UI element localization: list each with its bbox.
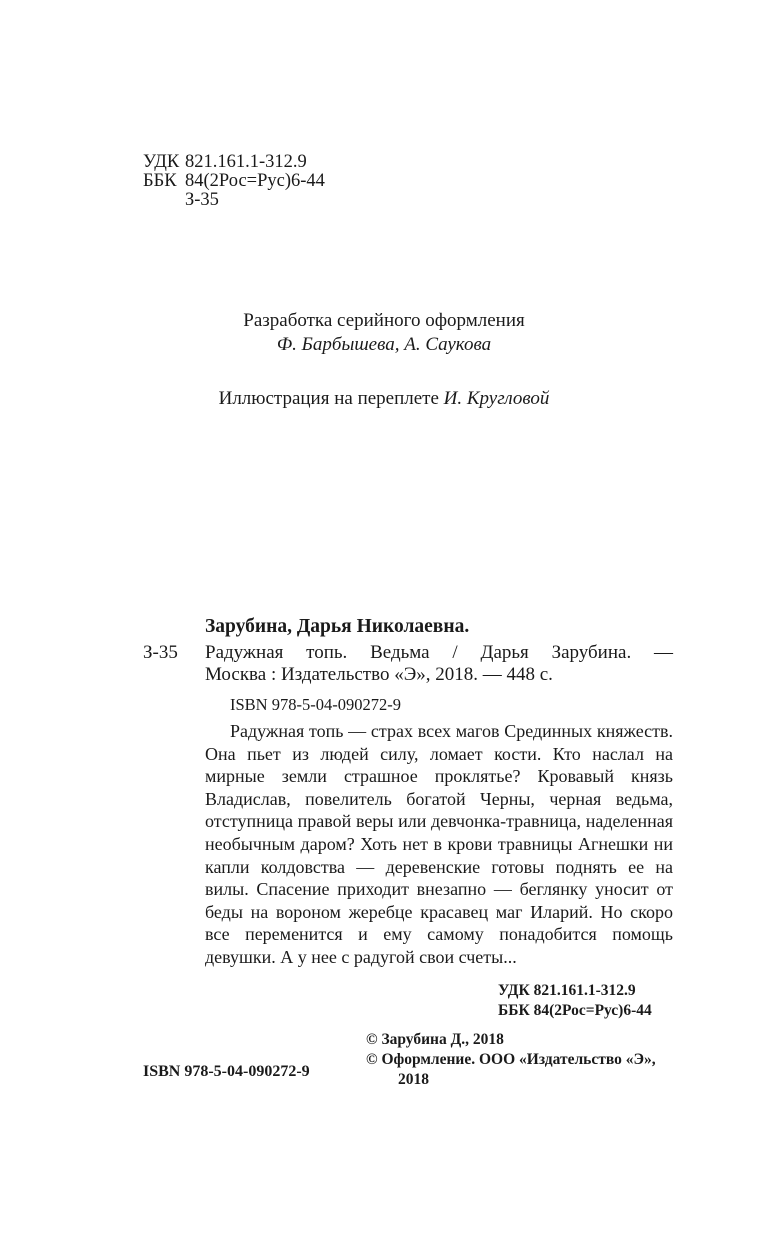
classification-bottom (498, 981, 652, 1021)
copyright-block (366, 1030, 656, 1090)
annotation (205, 720, 673, 969)
catalog-author: Зарубина, Дарья Николаевна. (205, 616, 470, 637)
bib-line-publisher: Москва : Издательство «Э», 2018. — 448 с. (205, 664, 553, 685)
catalog-isbn: ISBN 978-5-04-090272-9 (230, 695, 401, 714)
copyright-design-line1: © Оформление. ООО «Издательство «Э», (366, 1051, 656, 1068)
bbk-value: 84(2Рос=Рус)6-44 (185, 171, 325, 191)
udk-bottom: УДК 821.161.1-312.9 (498, 982, 636, 999)
bbk-bottom: ББК 84(2Рос=Рус)6-44 (498, 1002, 652, 1019)
udk-label: УДК (143, 152, 180, 172)
udk-row (143, 153, 325, 172)
bbk-label: ББК (143, 171, 177, 191)
cutter-row (143, 191, 325, 210)
credits-block (0, 309, 768, 411)
copyright-design-line2: 2018 (398, 1071, 429, 1088)
cutter-code-top: З-35 (185, 190, 219, 210)
copyright-author: © Зарубина Д., 2018 (366, 1031, 504, 1048)
illustration-name: И. Кругловой (443, 388, 550, 409)
series-design-names: Ф. Барбышева, А. Саукова (276, 334, 492, 355)
illustration-credit (0, 387, 768, 411)
footer-isbn: ISBN 978-5-04-090272-9 (143, 1063, 310, 1080)
bbk-row (143, 172, 325, 191)
catalog-cutter-code: З-35 (143, 642, 178, 663)
udk-value: 821.161.1-312.9 (185, 152, 307, 172)
bibliographic-description (205, 642, 673, 686)
bib-line-title: Радужная топь. Ведьма / Дарья Зарубина. — (205, 642, 673, 663)
series-design-line: Разработка серийного оформления (243, 310, 525, 331)
illustration-prefix: Иллюстрация на переплете (218, 388, 439, 409)
classification-top (143, 153, 325, 210)
annotation-text: Радужная топь — страх всех магов Срединных княжеств. Она пьет из людей силу, ломает кости. Кто наслал на мирные земли страшное проклятье? Кровавый князь Владислав, повелитель богатой Черны, черная ведьма, отступница правой веры или девчонка-травница, наделенная необычным даром? Хоть нет в крови травницы Агнешки ни капли колдовства — деревенские готовы поднять ее на вилы. Спасение приходит внезапно — беглянку уносит от беды на вороном жеребце красавец маг Иларий. Но скоро все переменится и ему самому понадобится помощь девушки. А у нее с радугой свои счеты... (205, 721, 673, 967)
